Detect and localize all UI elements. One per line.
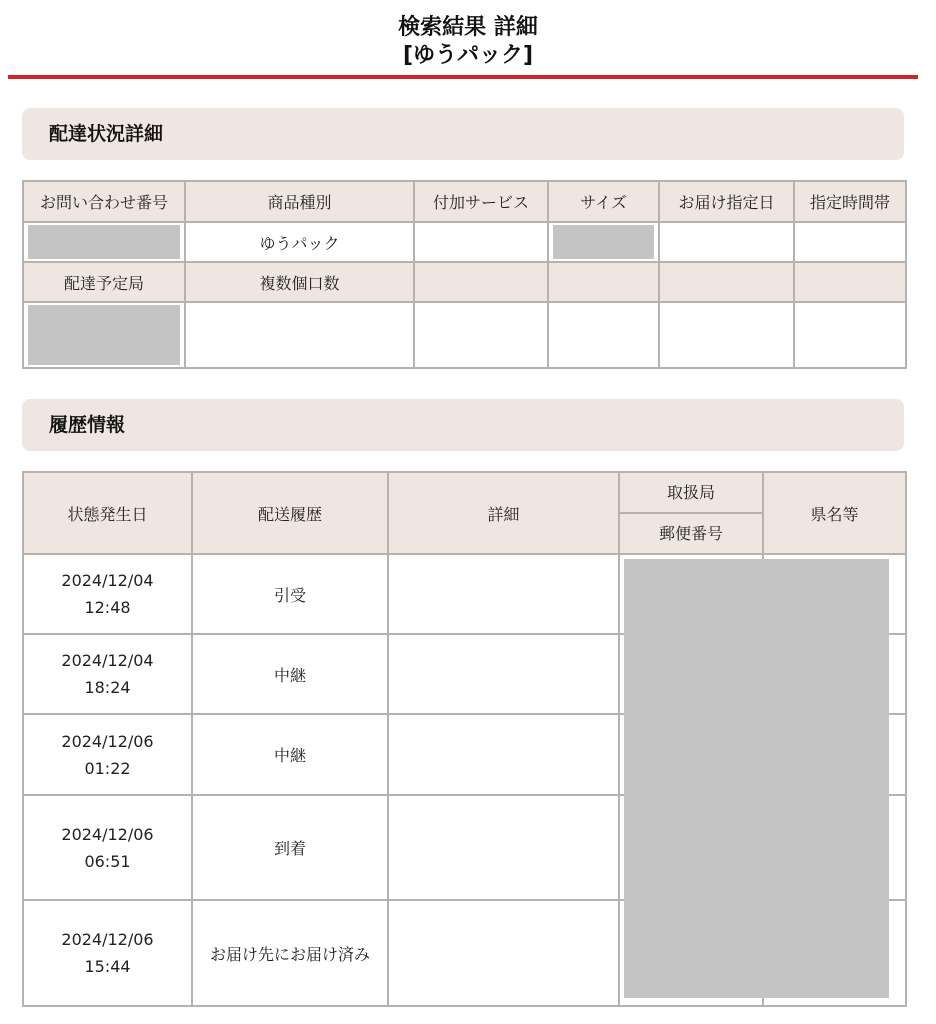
col-detail: 詳細 <box>388 472 619 554</box>
delivery-subheader-row <box>23 262 906 302</box>
history-time: 15:44 <box>84 957 131 976</box>
delivery-section-header: 配達状況詳細 <box>22 108 904 160</box>
delivery-office-cell <box>23 302 185 368</box>
history-detail <box>388 634 619 714</box>
history-detail <box>388 554 619 634</box>
col-office-postal <box>619 472 763 554</box>
col-size: サイズ <box>548 181 659 222</box>
history-date-cell <box>23 900 192 1006</box>
history-date-cell <box>23 714 192 795</box>
col-additional-service: 付加サービス <box>414 181 548 222</box>
history-date-cell <box>23 795 192 900</box>
history-time: 12:48 <box>84 598 131 617</box>
col-status-date: 状態発生日 <box>23 472 192 554</box>
history-date-cell <box>23 554 192 634</box>
history-status: 中継 <box>192 714 388 795</box>
col-time-slot: 指定時間帯 <box>794 181 906 222</box>
time-slot-cell <box>794 222 906 262</box>
history-status: 引受 <box>192 554 388 634</box>
product-type-cell: ゆうパック <box>185 222 414 262</box>
col-delivery-history: 配送履歴 <box>192 472 388 554</box>
col-prefecture: 県名等 <box>763 472 906 554</box>
history-detail <box>388 900 619 1006</box>
header-divider <box>8 75 918 79</box>
redacted-delivery-office <box>28 305 180 365</box>
delivery-date-cell <box>659 222 794 262</box>
page-title-main: 検索結果 詳細 <box>398 15 538 40</box>
history-date: 2024/12/04 <box>61 571 154 590</box>
delivery-value-row-2 <box>23 302 906 368</box>
col-multi-count: 複数個口数 <box>185 262 414 302</box>
multi-count-cell <box>185 302 414 368</box>
redacted-size <box>553 225 654 259</box>
history-status: 到着 <box>192 795 388 900</box>
page-title-sub: [ゆうパック] <box>402 43 534 68</box>
col-postal-code: 郵便番号 <box>658 524 723 543</box>
redacted-tracking-number <box>28 225 180 259</box>
history-status: お届け先にお届け済み <box>192 900 388 1006</box>
history-date: 2024/12/06 <box>61 930 154 949</box>
col-product-type: 商品種別 <box>185 181 414 222</box>
col-delivery-office: 配達予定局 <box>23 262 185 302</box>
history-date: 2024/12/06 <box>61 731 154 751</box>
page-title <box>0 14 936 70</box>
history-detail <box>388 714 619 795</box>
col-tracking-number: お問い合わせ番号 <box>23 181 185 222</box>
tracking-number-cell <box>23 222 185 262</box>
history-date-cell <box>23 634 192 714</box>
delivery-status-table <box>22 180 907 369</box>
history-date: 2024/12/06 <box>61 824 154 844</box>
history-section-header: 履歴情報 <box>22 399 904 451</box>
redacted-office-prefecture-block <box>624 559 889 998</box>
history-status: 中継 <box>192 634 388 714</box>
history-detail <box>388 795 619 900</box>
delivery-header-row <box>23 181 906 222</box>
delivery-value-row <box>23 222 906 262</box>
additional-service-cell <box>414 222 548 262</box>
size-cell <box>548 222 659 262</box>
history-header-row <box>23 472 906 554</box>
col-delivery-date: お届け指定日 <box>659 181 794 222</box>
history-time: 06:51 <box>84 851 131 871</box>
col-handling-office: 取扱局 <box>620 473 762 514</box>
history-date: 2024/12/04 <box>61 651 154 670</box>
history-time: 18:24 <box>84 678 131 697</box>
history-time: 01:22 <box>84 758 131 778</box>
